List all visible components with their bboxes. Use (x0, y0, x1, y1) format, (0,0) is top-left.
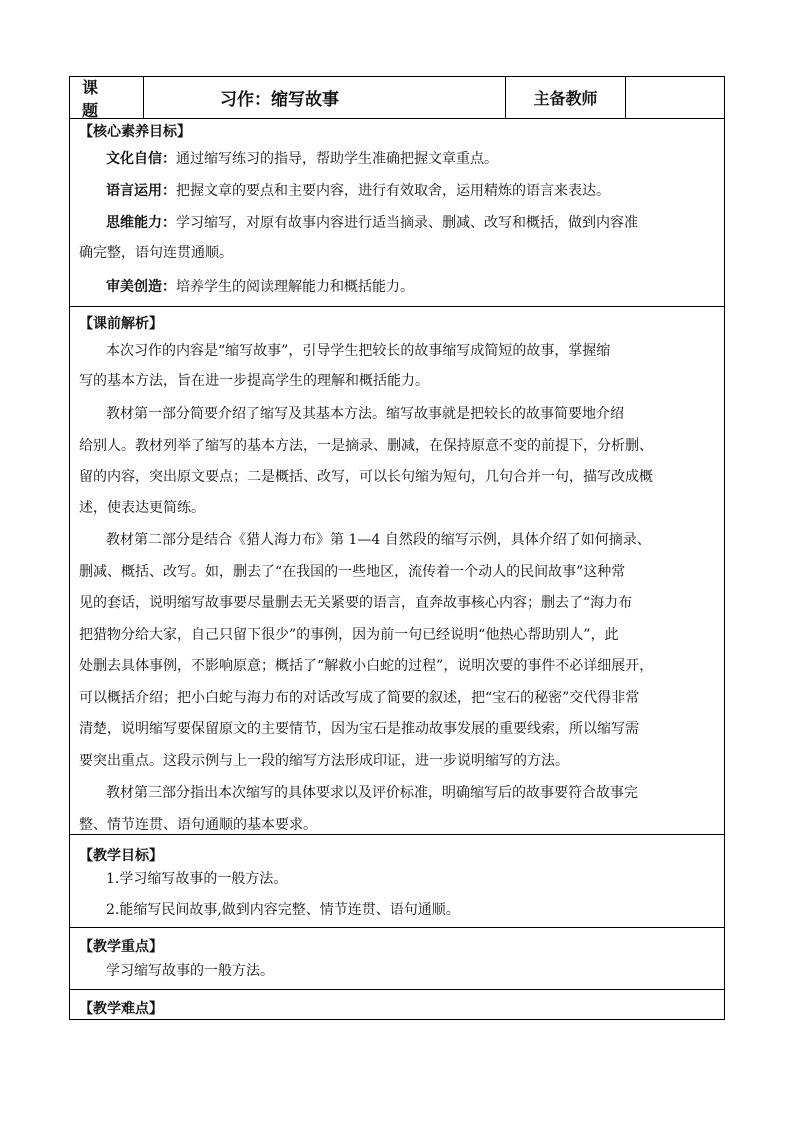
analysis-line: 处删去具体事例，不影响原意；概括了“解救小白蛇的过程”，说明次要的事件不必详细展开， (79, 658, 654, 674)
header-row (70, 77, 724, 119)
core-goals-section (70, 118, 724, 307)
analysis-line: 清楚，说明缩写要保留原文的主要情节，因为宝石是推动故事发展的重要线索，所以缩写需 (79, 721, 639, 737)
analysis-line: 本次习作的内容是“缩写故事”，引导学生把较长的故事缩写成简短的故事，掌握缩 (106, 343, 611, 359)
teacher-value (626, 77, 724, 118)
goal-item: 语言运用：把握文章的要点和主要内容，进行有效取舍，运用精炼的语言来表达。 (106, 183, 610, 199)
analysis-line: 可以概括介绍；把小白蛇与海力布的对话改写成了简要的叙述，把“宝石的秘密”交代得非常 (79, 690, 640, 706)
objective-item: 1.学习缩写故事的一般方法。 (106, 871, 288, 887)
goal-item: 思维能力：学习缩写，对原有故事内容进行适当摘录、删减、改写和概括，做到内容准 (106, 215, 638, 231)
analysis-line: 留的内容，突出原文要点；二是概括、改写，可以长句缩为短句，几句合并一句，描写改成概 (79, 469, 653, 485)
analysis-line: 教材第二部分是结合《猎人海力布》第 1—4 自然段的缩写示例，具体介绍了如何摘录、 (106, 532, 651, 548)
goal-item: 审美创造：培养学生的阅读理解能力和概括能力。 (106, 279, 414, 295)
analysis-line: 见的套话，说明缩写故事要尽量删去无关紧要的语言，直奔故事核心内容；删去了“海力布 (79, 595, 633, 611)
subject-label: 课 题 (70, 77, 144, 118)
analysis-line: 写的基本方法，旨在进一步提高学生的理解和概括能力。 (79, 373, 429, 389)
objectives-title: 【教学目标】 (79, 848, 163, 864)
teacher-label: 主备教师 (506, 77, 626, 118)
key-points-section (70, 928, 724, 990)
objective-item: 2.能缩写民间故事,做到内容完整、情节连贯、语句通顺。 (106, 902, 460, 918)
analysis-line: 教材第一部分简要介绍了缩写及其基本方法。缩写故事就是把较长的故事简要地介绍 (106, 406, 624, 422)
difficulties-title: 【教学难点】 (79, 1001, 163, 1017)
analysis-title: 【课前解析】 (79, 316, 163, 332)
key-points-text: 学习缩写故事的一般方法。 (106, 963, 274, 979)
subject-value: 习作：缩写故事 (144, 77, 506, 118)
lesson-plan-table (69, 76, 725, 1020)
analysis-line: 要突出重点。这段示例与上一段的缩写方法形成印证，进一步说明缩写的方法。 (79, 753, 569, 769)
goal-item: 确完整，语句连贯通顺。 (79, 245, 233, 261)
analysis-line: 教材第三部分指出本次缩写的具体要求以及评价标准，明确缩写后的故事要符合故事完 (106, 785, 638, 801)
analysis-line: 述，使表达更简练。 (79, 500, 205, 516)
analysis-line: 删减、概括、改写。如，删去了“在我国的一些地区，流传着一个动人的民间故事”这种常 (79, 564, 626, 580)
analysis-line: 整、情节连贯、语句通顺的基本要求。 (79, 817, 317, 833)
analysis-line: 给别人。教材列举了缩写的基本方法，一是摘录、删减，在保持原意不变的前提下，分析删、 (79, 438, 653, 454)
objectives-section (70, 835, 724, 928)
analysis-line: 把猎物分给大家，自己只留下很少”的事例，因为前一句已经说明“他热心帮助别人”，此 (79, 627, 619, 643)
goal-item: 文化自信：通过缩写练习的指导，帮助学生准确把握文章重点。 (106, 151, 498, 167)
key-points-title: 【教学重点】 (79, 939, 163, 955)
analysis-section (70, 307, 724, 835)
core-goals-title: 【核心素养目标】 (79, 124, 191, 140)
difficulties-section (70, 990, 724, 1019)
